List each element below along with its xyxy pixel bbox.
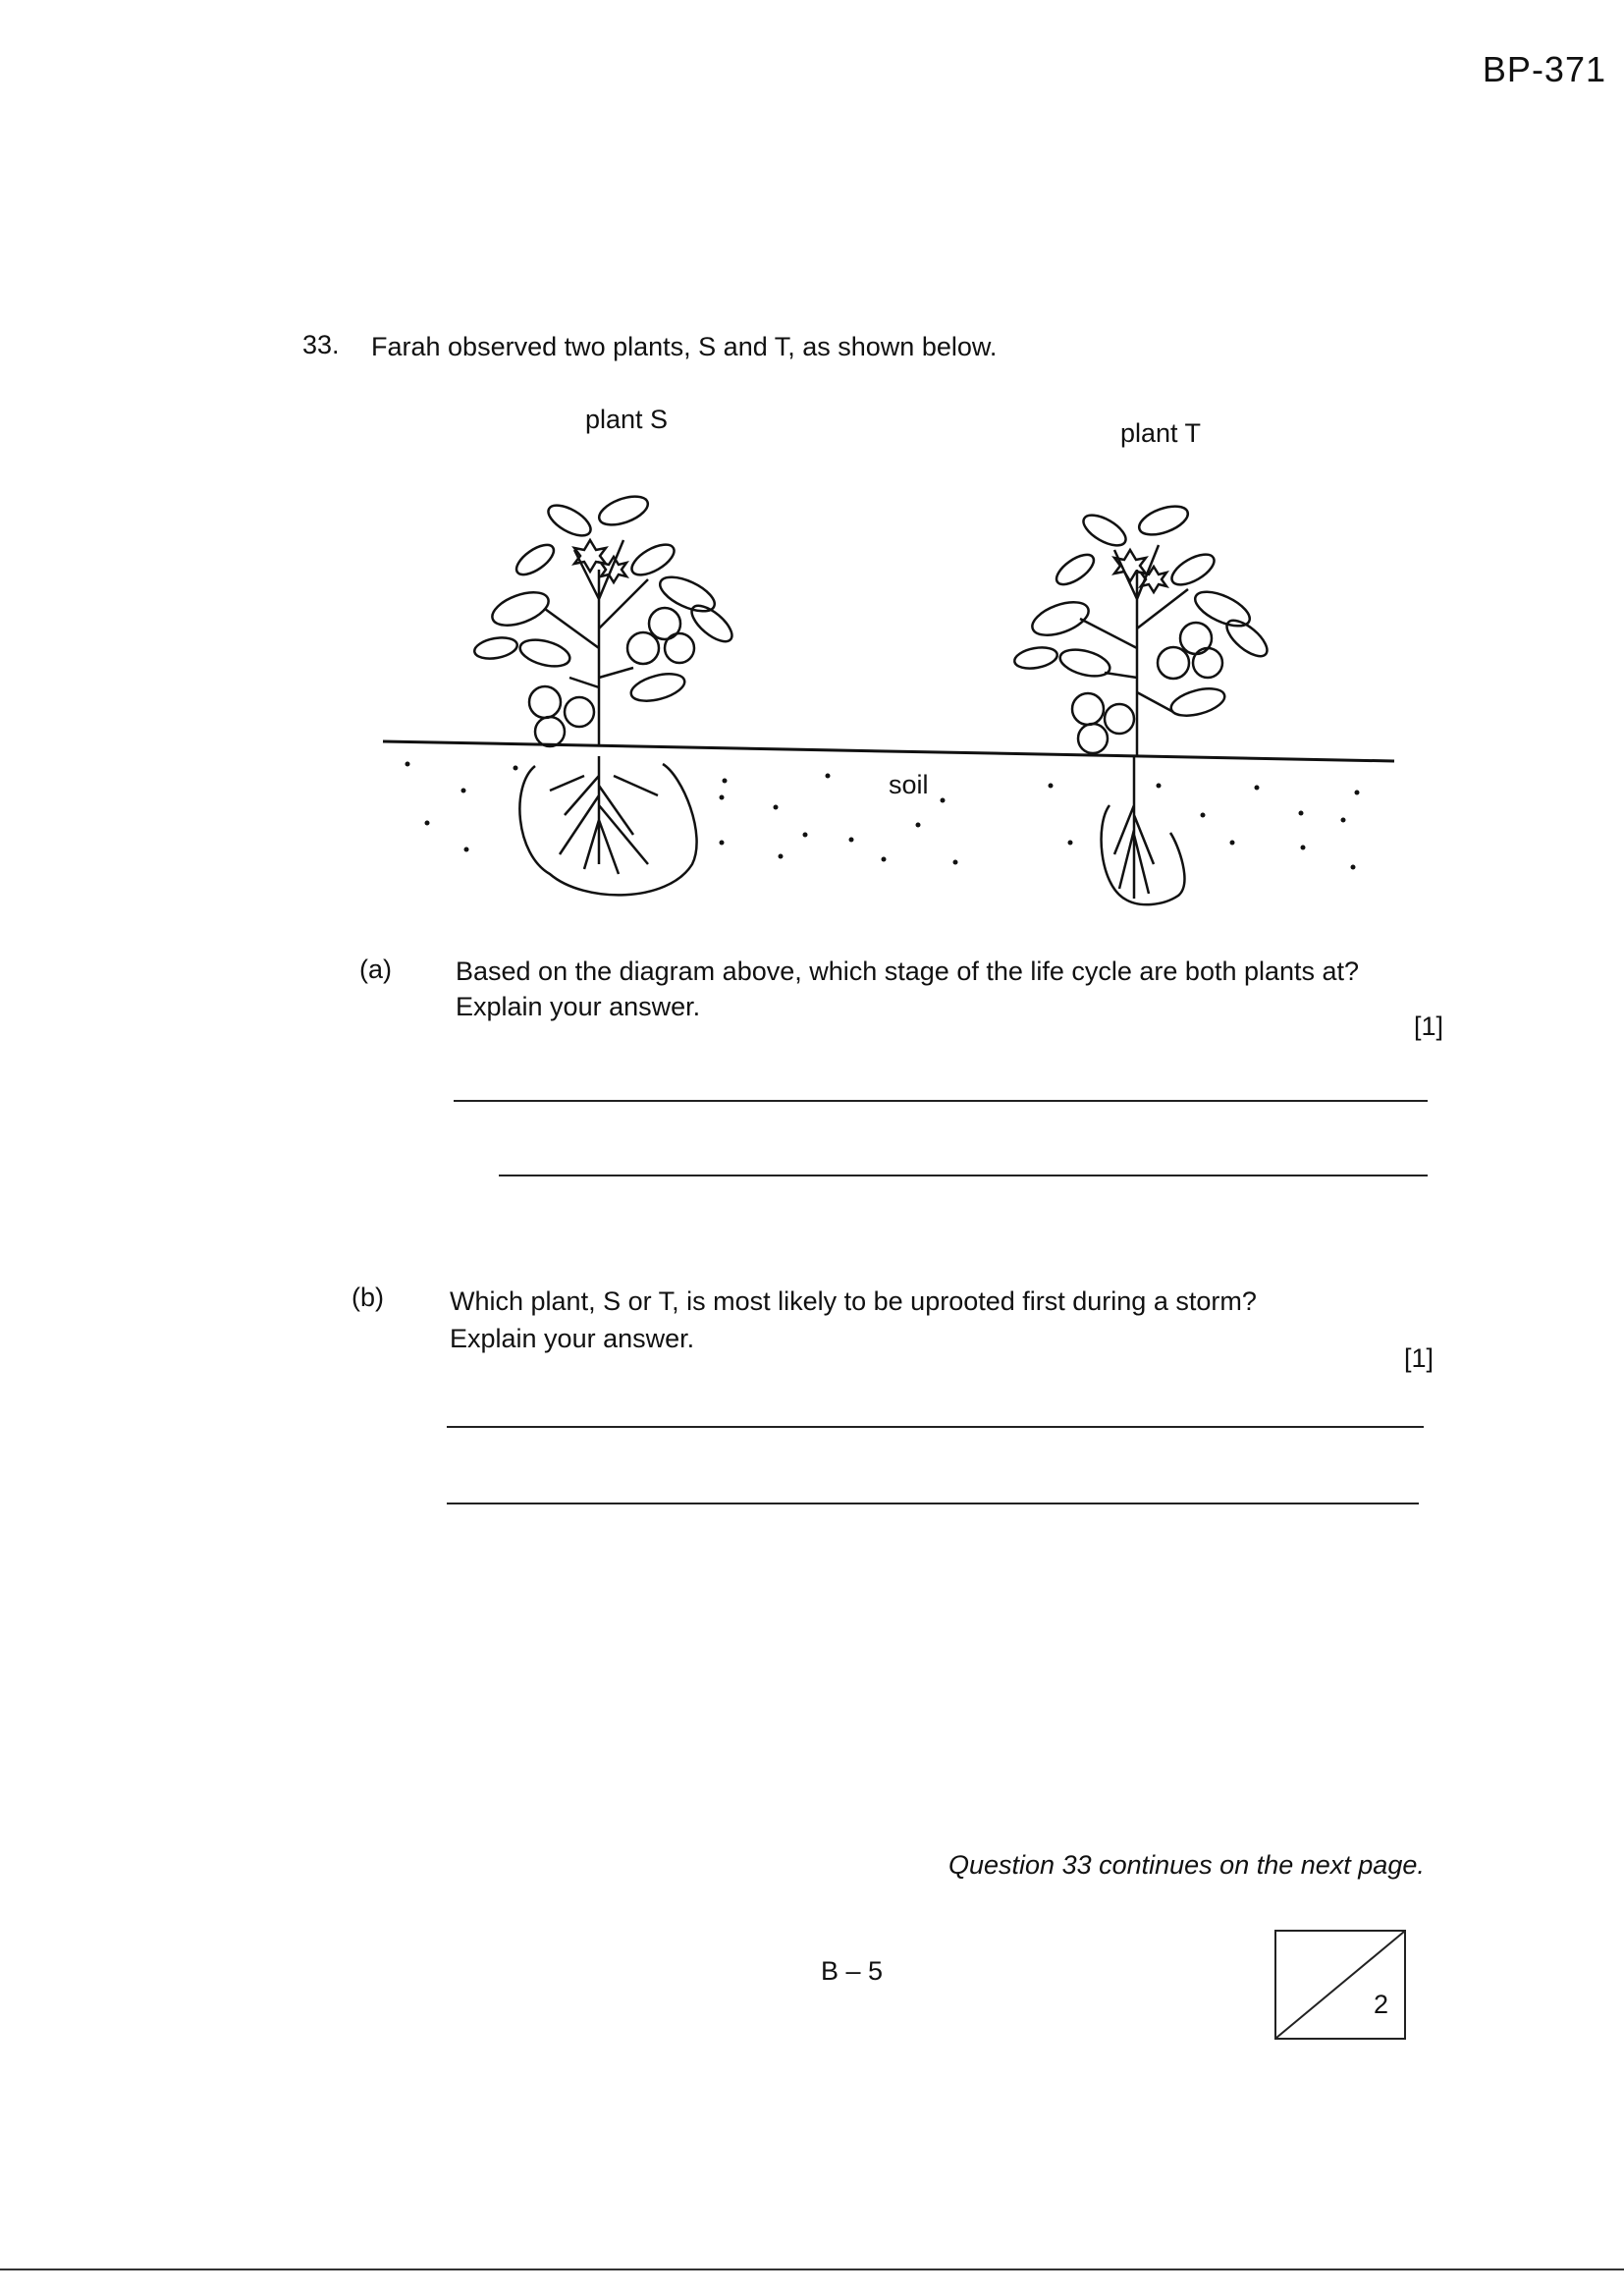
bottom-rule xyxy=(0,2269,1624,2270)
answer-line-a1[interactable] xyxy=(454,1100,1428,1102)
part-a-label: (a) xyxy=(359,955,392,984)
part-b-label: (b) xyxy=(352,1283,384,1312)
score-box xyxy=(1274,1930,1406,2040)
question-stem: Farah observed two plants, S and T, as shown below. xyxy=(371,332,998,361)
question-number: 33. xyxy=(302,330,340,359)
part-b-line1: Which plant, S or T, is most likely to be uprooted first during a storm? xyxy=(450,1286,1257,1316)
plant-s xyxy=(473,491,738,896)
score-diagonal xyxy=(1276,1932,1404,2038)
score-total: 2 xyxy=(1373,1990,1388,2019)
part-b-marks: [1] xyxy=(1404,1343,1435,1373)
part-a-line2: Explain your answer. xyxy=(456,992,701,1021)
answer-line-b2[interactable] xyxy=(447,1503,1419,1504)
paper-code: BP-371 xyxy=(1482,49,1606,89)
part-a-line1: Based on the diagram above, which stage of the life cycle are both plants at? xyxy=(456,957,1360,986)
ground-line xyxy=(383,741,1394,761)
answer-line-b1[interactable] xyxy=(447,1426,1424,1428)
plant-t-label: plant T xyxy=(1120,418,1202,448)
answer-line-a2[interactable] xyxy=(499,1175,1428,1176)
soil-label: soil xyxy=(889,770,929,799)
part-b-line2: Explain your answer. xyxy=(450,1324,695,1353)
plants-diagram xyxy=(373,452,1404,923)
continues-note: Question 33 continues on the next page. xyxy=(948,1850,1425,1880)
soil-dots xyxy=(406,762,1360,870)
part-a-marks: [1] xyxy=(1414,1011,1444,1041)
page-number: B – 5 xyxy=(821,1956,884,1986)
plant-s-label: plant S xyxy=(585,405,669,434)
